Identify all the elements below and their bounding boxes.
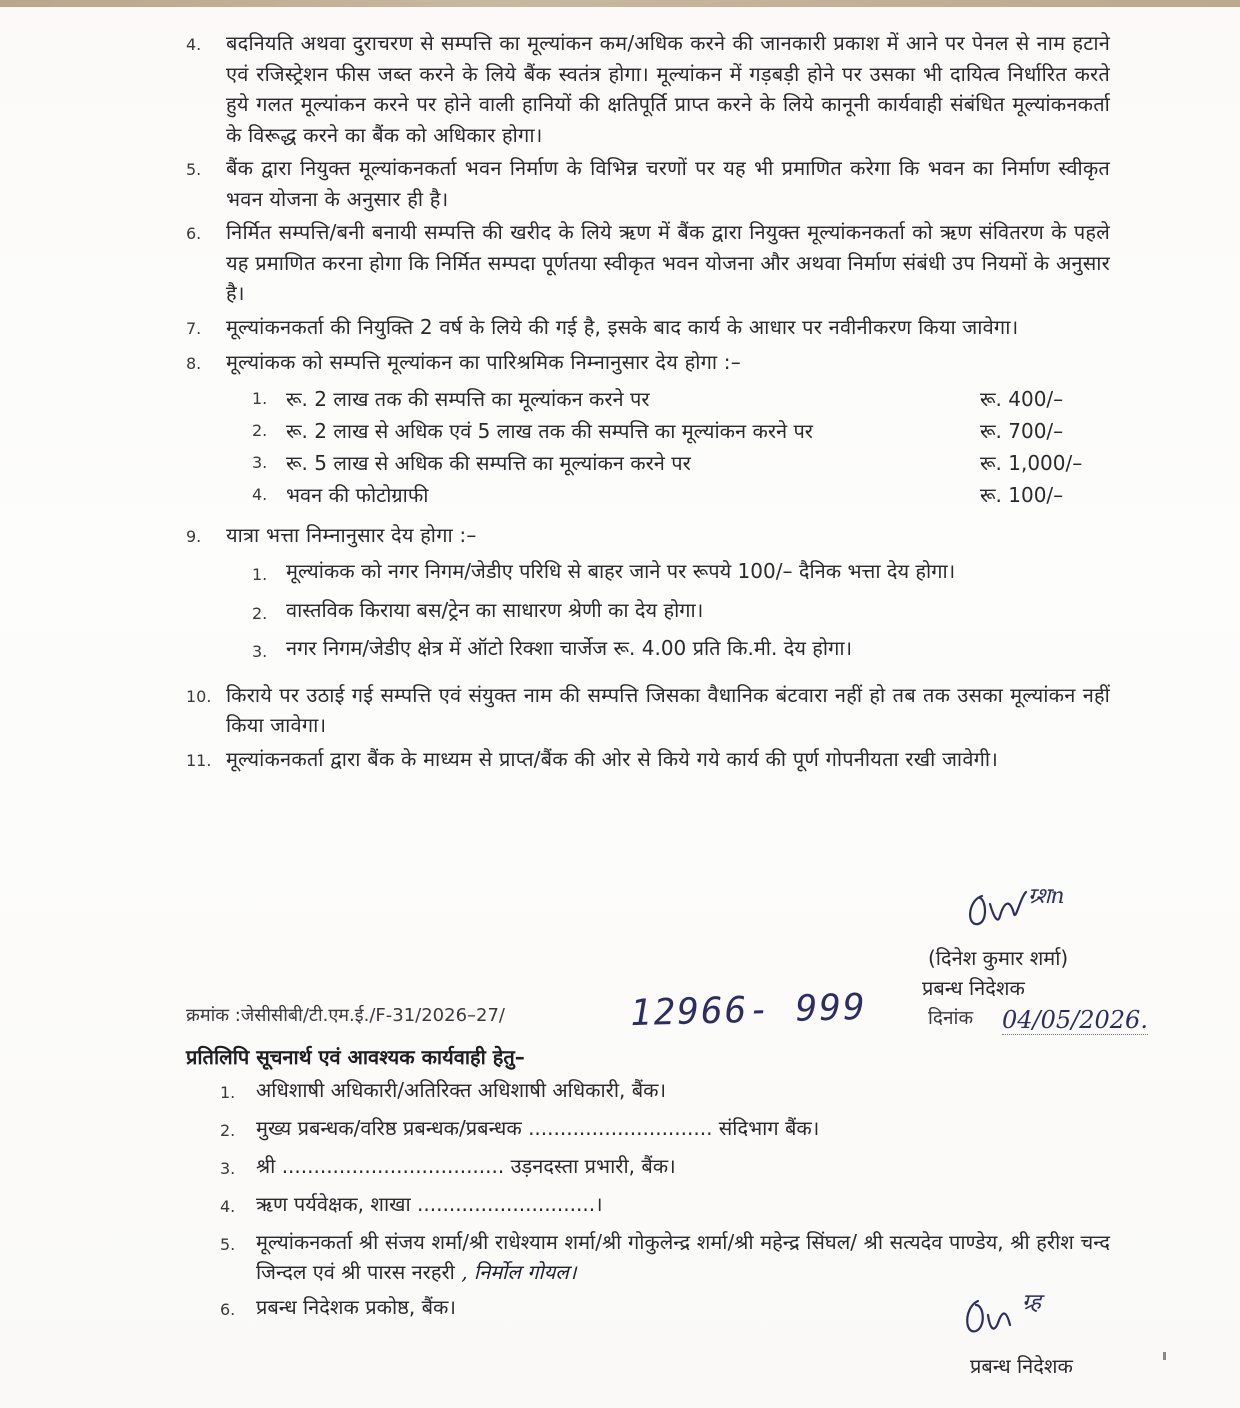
fee-amount: रू. 1,000/– [980, 451, 1083, 476]
copy-text-printed: मूल्यांकनकर्ता श्री संजय शर्मा/श्री राधेश्याम शर्मा/श्री गोकुलेन्द्र शर्मा/श्री महेन्द्र सिंघल/ श्री सत्यदेव पाण्डेय, श्री हरीश चन्द जिन्दल एवं श्री पारस नरहरी [256, 1230, 1110, 1284]
travel-number: 2. [252, 603, 268, 623]
clause-number: 9. [186, 526, 202, 546]
footer-signature-mark [958, 1285, 1068, 1345]
copy-item [220, 1075, 1110, 1108]
fee-number: 3. [252, 453, 268, 473]
date-label: दिनांक [928, 1007, 974, 1029]
copy-text: ऋण पर्यवेक्षक, शाखा ............................। [256, 1192, 603, 1216]
clause-4 [186, 28, 1110, 150]
clause-7 [186, 312, 1110, 345]
copy-text: प्रबन्ध निदेशक प्रकोष्ठ, बैंक। [256, 1295, 456, 1319]
fee-number: 4. [252, 485, 268, 505]
clause-text: मूल्यांकनकर्ता द्वारा बैंक के माध्यम से प्राप्त/बैंक की ओर से किये गये कार्य की पूर्ण गोपनीयता रखी जावेगी। [226, 746, 999, 771]
travel-row [252, 633, 1110, 668]
copy-text-handwritten: , निर्मोल गोयल। [461, 1260, 577, 1284]
reference-prefix: क्रमांक :जेसीसीबी/टी.एम.ई./F-31/2026–27/ [186, 1005, 505, 1026]
clause-number: 10. [186, 686, 212, 706]
clause-number: 11. [186, 750, 212, 770]
clause-text: किराये पर उठाई गई सम्पत्ति एवं संयुक्त नाम की सम्पत्ति जिसका वैधानिक बंटवारा नहीं हो तब तक उसका मूल्यांकन नहीं किया जावेगा। [226, 682, 1110, 737]
copy-text: मुख्य प्रबन्धक/वरिष्ठ प्रबन्धक/प्रबन्धक ............................. संदिभाग बैंक। [256, 1116, 820, 1140]
footer-signature-handwriting: ग्र्ह [1022, 1290, 1042, 1315]
copy-text: अधिशाषी अधिकारी/अतिरिक्त अधिशाषी अधिकारी, बैंक। [256, 1078, 667, 1102]
travel-heading: यात्रा भत्ता निम्नानुसार देय होगा :– [226, 522, 477, 547]
clause-text: मूल्यांकनकर्ता की नियुक्ति 2 वर्ष के लिये की गई है, इसके बाद कार्य के आधार पर नवीनीकरण किया जावेगा। [226, 314, 1019, 339]
copy-number: 3. [220, 1159, 236, 1178]
fee-number: 2. [252, 421, 268, 441]
copy-item [220, 1113, 1110, 1146]
travel-row [252, 595, 1110, 630]
copy-number: 2. [220, 1121, 236, 1140]
fees-table [252, 384, 1110, 512]
handwritten-dispatch-number: 12966- 999 [629, 986, 868, 1035]
copy-item [220, 1189, 1110, 1222]
fee-row [252, 480, 1110, 512]
fee-description: रू. 5 लाख से अधिक की सम्पत्ति का मूल्यांकन करने पर [286, 451, 691, 476]
fee-amount: रू. 100/– [980, 483, 1064, 508]
clause-text: निर्मित सम्पत्ति/बनी बनायी सम्पत्ति की खरीद के लिये ऋण में बैंक द्वारा नियुक्त मूल्यांकनकर्ता को ऋण संवितरण के पहले यह प्रमाणित करना होगा कि निर्मित सम्पदा पूर्णतया स्वीकृत भवन योजना और अथवा निर्माण संबंधी उप नियमों के अनुसार है। [226, 220, 1110, 305]
travel-list [252, 556, 1110, 668]
handwritten-date: 04/05/2026. [1002, 1006, 1148, 1034]
clause-6 [186, 217, 1110, 309]
clause-text: बदनियति अथवा दुराचरण से सम्पत्ति का मूल्यांकन कम/अधिक करने की जानकारी प्रकाश में आने पर पेनल से नाम हटाने एवं रजिस्ट्रेशन फीस जब्त करने के लिये बैंक स्वतंत्र होगा। मूल्यांकन में गड़बड़ी होने पर उसका भी दायित्व निर्धारित करते हुये गलत मूल्यांकन करने पर होने वाली हानियों की क्षतिपूर्ति प्राप्त करने के लिये कानूनी कार्यवाही संबंधित मूल्यांकनकर्ता के विरूद्ध करने का बैंक को अधिकार होगा। [226, 31, 1110, 147]
fee-description: रू. 2 लाख तक की सम्पत्ति का मूल्यांकन करने पर [286, 387, 650, 412]
signature-mark [960, 878, 1090, 938]
clause-number: 8. [186, 354, 202, 373]
copy-number: 4. [220, 1197, 236, 1216]
travel-text: मूल्यांकक को नगर निगम/जेडीए परिधि से बाहर जाने पर रूपये 100/– दैनिक भत्ता देय होगा। [286, 559, 956, 583]
fee-row [252, 448, 1110, 480]
clause-text: बैंक द्वारा नियुक्त मूल्यांकनकर्ता भवन निर्माण के विभिन्न चरणों पर यह भी प्रमाणित करेगा कि भवन का निर्माण स्वीकृत भवन योजना के अनुसार ही है। [226, 156, 1110, 211]
terms-section [186, 28, 1110, 779]
travel-text: नगर निगम/जेडीए क्षेत्र में ऑटो रिक्शा चार्जेज रू. 4.00 प्रति कि.मी. देय होगा। [286, 636, 853, 660]
travel-number: 1. [252, 565, 268, 584]
footer-designation: प्रबन्ध निदेशक [970, 1354, 1073, 1378]
travel-text: वास्तविक किराया बस/ट्रेन का साधारण श्रेणी का देय होगा। [286, 597, 704, 622]
copy-number: 5. [220, 1235, 236, 1254]
fee-row [252, 384, 1110, 416]
clause-11 [186, 744, 1110, 777]
fee-description: रू. 2 लाख से अधिक एवं 5 लाख तक की सम्पत्ति का मूल्यांकन करने पर [286, 419, 813, 444]
fee-row [252, 416, 1110, 448]
signatory-designation: प्रबन्ध निदेशक [922, 976, 1025, 1000]
fee-number: 1. [252, 389, 268, 409]
clause-9-travel [186, 520, 1110, 553]
page-mark [1163, 1352, 1166, 1360]
copy-number: 6. [220, 1300, 236, 1319]
clause-number: 6. [186, 224, 202, 243]
copy-item [220, 1227, 1110, 1287]
fee-amount: रू. 400/– [980, 387, 1064, 412]
page-top-edge [0, 0, 1240, 7]
copy-text: श्री ................................... उड़नदस्ता प्रभारी, बैंक। [256, 1154, 676, 1178]
travel-number: 3. [252, 642, 268, 661]
fee-amount: रू. 700/– [980, 419, 1064, 444]
fees-heading: मूल्यांकक को सम्पत्ति मूल्यांकन का पारिश्रमिक निम्नानुसार देय होगा :– [226, 350, 741, 374]
signatory-name: (दिनेश कुमार शर्मा) [928, 946, 1069, 970]
copy-number: 1. [220, 1083, 236, 1102]
clause-number: 5. [186, 160, 202, 179]
clause-8-fees [186, 347, 1110, 380]
signature-handwriting: ग्र्शn [1028, 884, 1065, 909]
clause-10 [186, 680, 1110, 741]
copy-heading: प्रतिलिपि सूचनार्थ एवं आवश्यक कार्यवाही हेतु– [186, 1045, 525, 1069]
clause-5 [186, 153, 1110, 214]
travel-row [252, 556, 1110, 591]
copy-text [256, 1227, 1110, 1287]
clause-number: 4. [186, 35, 202, 54]
clause-number: 7. [186, 318, 202, 338]
fee-description: भवन की फोटोग्राफी [286, 483, 429, 508]
copy-item [220, 1151, 1110, 1184]
